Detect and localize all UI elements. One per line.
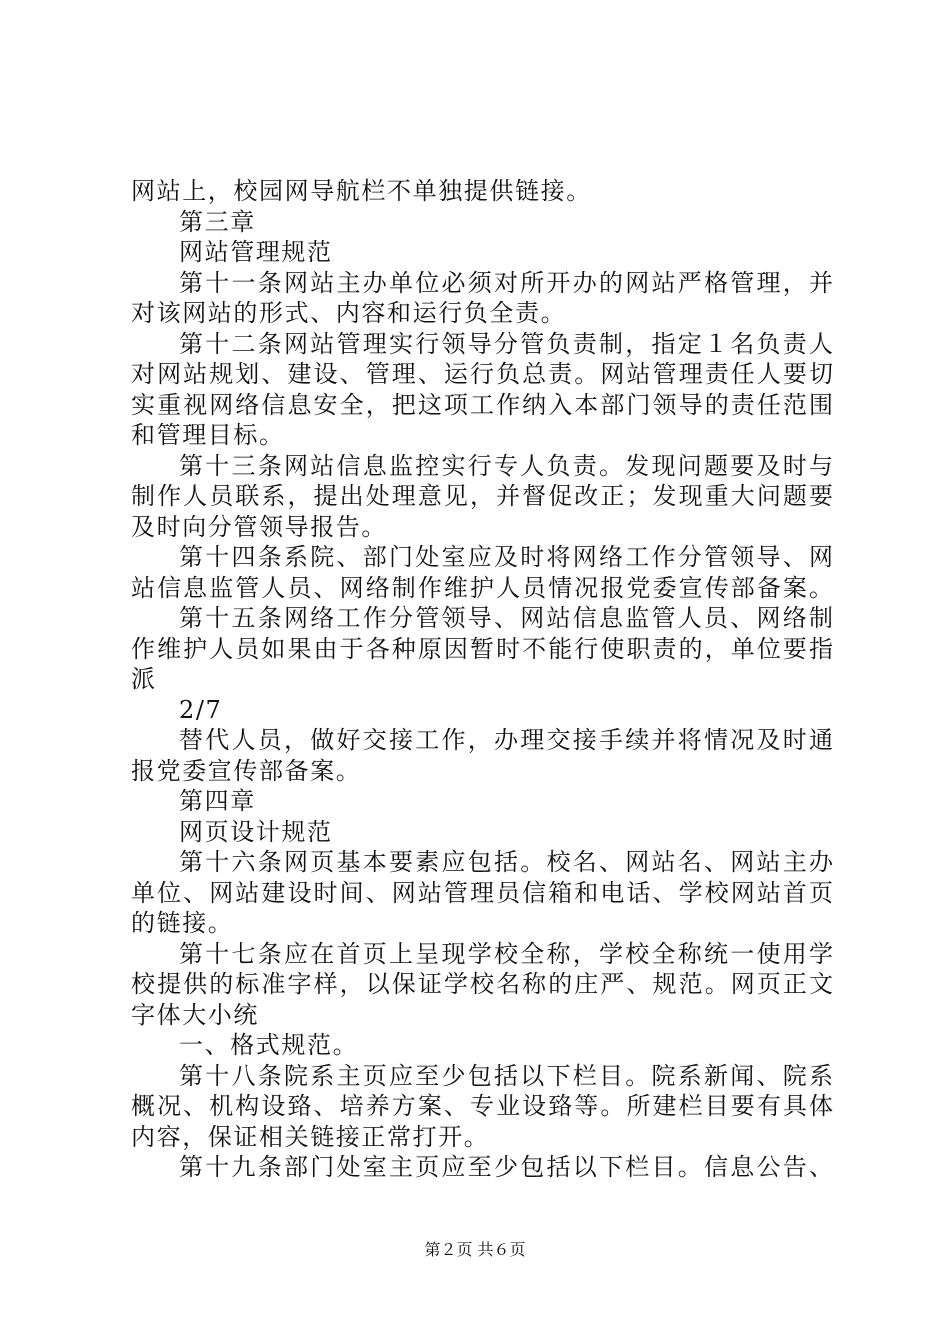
text-line: 实重视网络信息安全，把这项工作纳入本部门领导的责任范围 [131, 390, 833, 419]
text-line: 第十二条网站管理实行领导分管负责制，指定１名负责人 [179, 329, 833, 358]
text-line: 制作人员联系，提出处理意见，并督促改正；发现重大问题要 [131, 482, 833, 510]
text-line: 替代人员，做好交接工作，办理交接手续并将情况及时通 [179, 726, 833, 754]
text-line: 和管理目标。 [131, 421, 285, 449]
text-line: 校提供的标准字样，以保证学校名称的庄严、规范。网页正文 [131, 970, 833, 998]
text-line: 报党委宣传部备案。 [131, 756, 362, 785]
text-line: 概况、机构设臵、培养方案、专业设臵等。所建栏目要有具体 [131, 1092, 833, 1120]
text-line: 派 [131, 665, 157, 693]
text-line: 第十七条应在首页上呈现学校全称，学校全称统一使用学 [179, 939, 833, 968]
text-line: 的链接。 [131, 909, 234, 937]
text-line: 作维护人员如果由于各种原因暂时不能行使职责的，单位要指 [131, 634, 833, 663]
text-line: 第十五条网络工作分管领导、网站信息监管人员、网络制 [179, 604, 833, 632]
text-line: 单位、网站建设时间、网站管理员信箱和电话、学校网站首页 [131, 878, 833, 907]
text-line: 对该网站的形式、内容和运行负全责。 [131, 299, 567, 327]
text-line: 站信息监管人员、网络制作维护人员情况报党委宣传部备案。 [131, 573, 833, 602]
text-line: 第十三条网站信息监控实行专人负责。发现问题要及时与 [179, 451, 833, 480]
text-line: 第三章 [179, 207, 256, 236]
text-line: 字体大小统 [131, 1000, 259, 1029]
text-line: 第十九条部门处室主页应至少包括以下栏目。信息公告、 [179, 1153, 833, 1181]
page-footer: 第２页 共６页 [424, 1240, 526, 1259]
document-body [131, 176, 833, 1183]
text-line: 第十一条网站主办单位必须对所开办的网站严格管理，并 [179, 268, 833, 297]
text-line: 第十六条网页基本要素应包括。校名、网站名、网站主办 [179, 848, 833, 876]
text-line: 第四章 [179, 787, 256, 815]
text-line: 及时向分管领导报告。 [131, 512, 387, 541]
text-line: 对网站规划、建设、管理、运行负总责。网站管理责任人要切 [131, 360, 833, 388]
text-line: 一、格式规范。 [179, 1031, 359, 1059]
text-line: 第十四条系院、部门处室应及时将网络工作分管领导、网 [179, 543, 833, 571]
text-line: 网站管理规范 [179, 238, 333, 266]
text-line: 第十八条院系主页应至少包括以下栏目。院系新闻、院系 [179, 1061, 833, 1090]
text-line: 2/7 [179, 695, 223, 724]
text-line: 内容，保证相关链接正常打开。 [131, 1122, 490, 1151]
text-line: 网页设计规范 [179, 817, 333, 846]
text-line: 网站上，校园网导航栏不单独提供链接。 [131, 177, 592, 205]
